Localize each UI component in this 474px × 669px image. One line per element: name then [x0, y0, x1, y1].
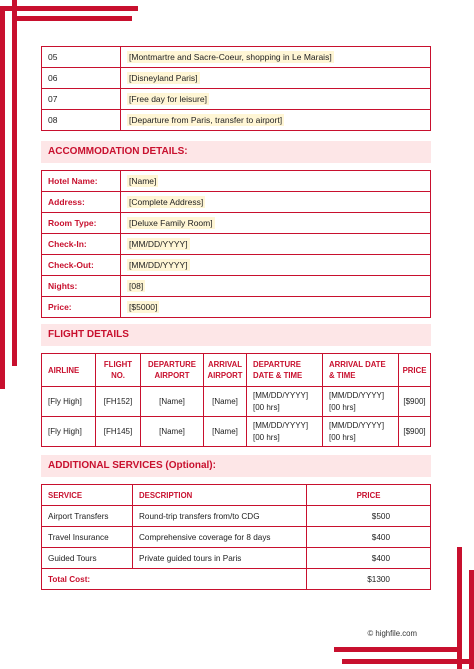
departure-airport-cell: [Name] [141, 417, 204, 447]
total-value: $1300 [307, 569, 431, 590]
price-cell: $400 [307, 527, 431, 548]
header-service: SERVICE [42, 485, 133, 506]
field-value: [Deluxe Family Room] [121, 213, 431, 234]
table-row [42, 234, 431, 255]
table-header-row [42, 354, 431, 387]
table-row [42, 68, 431, 89]
field-label: Check-In: [42, 234, 121, 255]
table-row [42, 387, 431, 417]
decorative-stripe [12, 0, 17, 366]
header-price: PRICE [307, 485, 431, 506]
table-row [42, 506, 431, 527]
itinerary-table [41, 46, 431, 131]
service-cell: Travel Insurance [42, 527, 133, 548]
arrival-airport-cell: [Name] [204, 417, 247, 447]
table-row [42, 297, 431, 318]
service-cell: Airport Transfers [42, 506, 133, 527]
flight-table [41, 353, 431, 447]
field-label: Room Type: [42, 213, 121, 234]
arrival-datetime-cell: [MM/DD/YYYY] [00 hrs] [323, 387, 399, 417]
services-table [41, 484, 431, 590]
section-title: FLIGHT DETAILS [41, 324, 431, 346]
price-cell: $400 [307, 548, 431, 569]
flight-table-wrap [41, 353, 431, 447]
table-row [42, 110, 431, 131]
airline-cell: [Fly High] [42, 417, 96, 447]
departure-datetime-cell: [MM/DD/YYYY] [00 hrs] [247, 387, 323, 417]
header-airline: AIRLINE [42, 354, 96, 387]
table-row [42, 192, 431, 213]
table-row [42, 417, 431, 447]
field-value: [$5000] [121, 297, 431, 318]
decorative-stripe [0, 6, 5, 389]
arrival-datetime-cell: [MM/DD/YYYY] [00 hrs] [323, 417, 399, 447]
table-row [42, 548, 431, 569]
header-departure-datetime: DEPARTURE DATE & TIME [247, 354, 323, 387]
description-cell: Round-trip transfers from/to CDG [133, 506, 307, 527]
field-label: Address: [42, 192, 121, 213]
field-label: Check-Out: [42, 255, 121, 276]
day-number: 06 [42, 68, 121, 89]
service-cell: Guided Tours [42, 548, 133, 569]
day-number: 05 [42, 47, 121, 68]
table-row [42, 276, 431, 297]
total-label: Total Cost: [42, 569, 307, 590]
price-cell: $500 [307, 506, 431, 527]
field-value: [Complete Address] [121, 192, 431, 213]
header-departure-airport: DEPARTURE AIRPORT [141, 354, 204, 387]
field-label: Nights: [42, 276, 121, 297]
itinerary-section [41, 46, 431, 131]
services-section [41, 455, 431, 477]
decorative-stripe [0, 6, 138, 11]
field-label: Hotel Name: [42, 171, 121, 192]
field-value: [Name] [121, 171, 431, 192]
activity: [Departure from Paris, transfer to airport] [121, 110, 431, 131]
header-price: PRICE [399, 354, 431, 387]
description-cell: Comprehensive coverage for 8 days [133, 527, 307, 548]
field-value: [MM/DD/YYYY] [121, 234, 431, 255]
accommodation-table [41, 170, 431, 318]
activity: [Montmartre and Sacre-Coeur, shopping in Le Marais] [121, 47, 431, 68]
day-number: 07 [42, 89, 121, 110]
header-flight-no: FLIGHT NO. [96, 354, 141, 387]
departure-datetime-cell: [MM/DD/YYYY] [00 hrs] [247, 417, 323, 447]
accommodation-table-wrap [41, 170, 431, 318]
price-cell: [$900] [399, 387, 431, 417]
accommodation-section [41, 141, 431, 163]
decorative-stripe [469, 570, 474, 669]
table-row [42, 527, 431, 548]
description-cell: Private guided tours in Paris [133, 548, 307, 569]
header-description: DESCRIPTION [133, 485, 307, 506]
price-cell: [$900] [399, 417, 431, 447]
table-row [42, 47, 431, 68]
flight-no-cell: [FH152] [96, 387, 141, 417]
decorative-stripe [342, 659, 474, 664]
field-value: [08] [121, 276, 431, 297]
decorative-stripe [12, 16, 132, 21]
footer-credit: © highfile.com [367, 629, 417, 638]
activity: [Disneyland Paris] [121, 68, 431, 89]
field-value: [MM/DD/YYYY] [121, 255, 431, 276]
table-row [42, 213, 431, 234]
airline-cell: [Fly High] [42, 387, 96, 417]
departure-airport-cell: [Name] [141, 387, 204, 417]
header-arrival-airport: ARRIVAL AIRPORT [204, 354, 247, 387]
services-table-wrap [41, 484, 431, 590]
section-title: ACCOMMODATION DETAILS: [41, 141, 431, 163]
table-row [42, 171, 431, 192]
arrival-airport-cell: [Name] [204, 387, 247, 417]
table-row [42, 89, 431, 110]
flight-section [41, 324, 431, 346]
flight-no-cell: [FH145] [96, 417, 141, 447]
section-title: ADDITIONAL SERVICES (Optional): [41, 455, 431, 477]
header-arrival-datetime: ARRIVAL DATE & TIME [323, 354, 399, 387]
table-header-row [42, 485, 431, 506]
activity: [Free day for leisure] [121, 89, 431, 110]
field-label: Price: [42, 297, 121, 318]
decorative-stripe [334, 647, 462, 652]
day-number: 08 [42, 110, 121, 131]
total-row [42, 569, 431, 590]
table-row [42, 255, 431, 276]
